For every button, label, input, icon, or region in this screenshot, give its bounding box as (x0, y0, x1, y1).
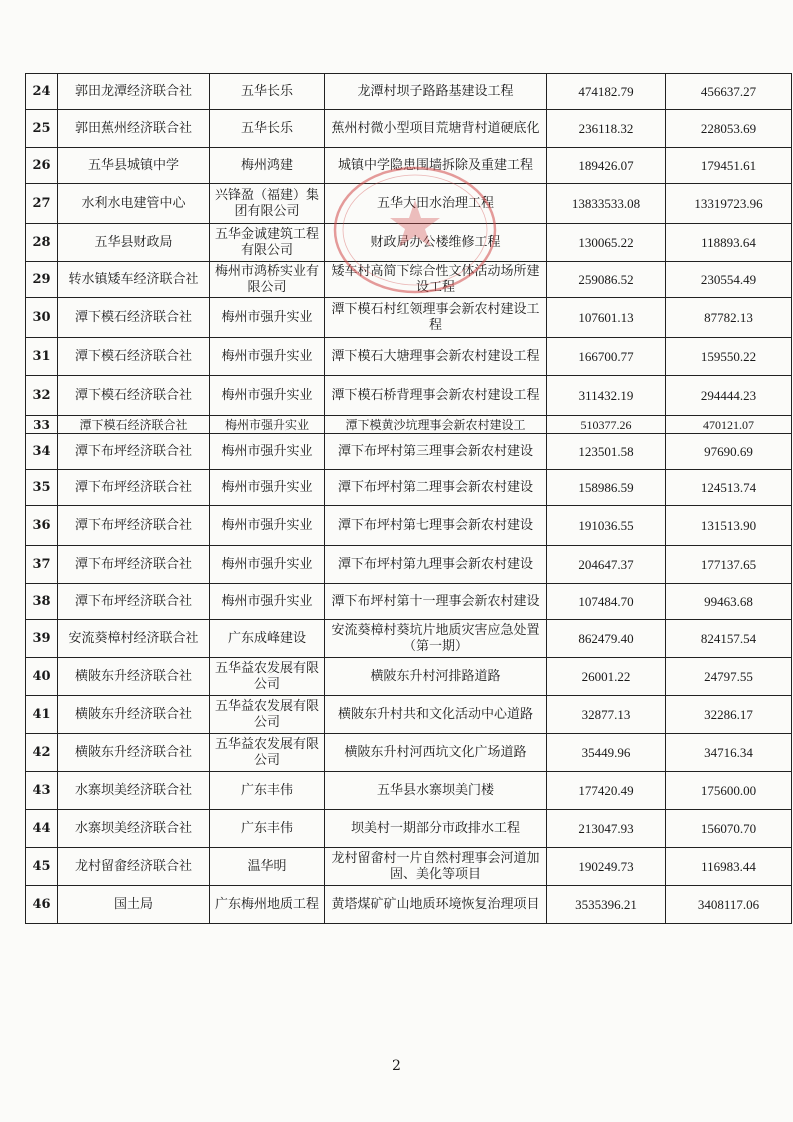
contractor-cell: 梅州市强升实业 (210, 298, 325, 338)
table-row (26, 416, 792, 434)
amount1-cell: 123501.58 (547, 434, 666, 470)
table-row (26, 434, 792, 470)
amount1-cell: 862479.40 (547, 620, 666, 658)
row-number: 46 (26, 886, 58, 924)
amount2-cell: 99463.68 (666, 584, 792, 620)
project-cell: 潭下模石桥背理事会新农村建设工程 (325, 376, 547, 416)
amount2-cell: 177137.65 (666, 546, 792, 584)
unit-cell: 潭下布坪经济联合社 (58, 434, 210, 470)
table-row (26, 546, 792, 584)
row-number: 38 (26, 584, 58, 620)
project-cell: 安流葵樟村葵坑片地质灾害应急处置（第一期） (325, 620, 547, 658)
amount2-cell: 24797.55 (666, 658, 792, 696)
table-row (26, 262, 792, 298)
row-number: 32 (26, 376, 58, 416)
table-row (26, 74, 792, 110)
contractor-cell: 广东丰伟 (210, 772, 325, 810)
amount1-cell: 107484.70 (547, 584, 666, 620)
project-cell: 横陂东升村河排路道路 (325, 658, 547, 696)
unit-cell: 潭下布坪经济联合社 (58, 584, 210, 620)
contractor-cell: 梅州市鸿桥实业有限公司 (210, 262, 325, 298)
unit-cell: 水寨坝美经济联合社 (58, 772, 210, 810)
amount2-cell: 131513.90 (666, 506, 792, 546)
table-row (26, 848, 792, 886)
contractor-cell: 梅州市强升实业 (210, 338, 325, 376)
amount2-cell: 124513.74 (666, 470, 792, 506)
contractor-cell: 梅州市强升实业 (210, 546, 325, 584)
row-number: 37 (26, 546, 58, 584)
amount2-cell: 156070.70 (666, 810, 792, 848)
amount1-cell: 166700.77 (547, 338, 666, 376)
project-table (25, 73, 792, 924)
amount1-cell: 26001.22 (547, 658, 666, 696)
project-cell: 五华大田水治理工程 (325, 184, 547, 224)
project-cell: 坝美村一期部分市政排水工程 (325, 810, 547, 848)
amount2-cell: 159550.22 (666, 338, 792, 376)
table-row (26, 110, 792, 148)
unit-cell: 五华县财政局 (58, 224, 210, 262)
table-row (26, 376, 792, 416)
contractor-cell: 五华长乐 (210, 110, 325, 148)
project-cell: 潭下模黄沙坑理事会新农村建设工 (325, 416, 547, 434)
project-cell: 黄塔煤矿矿山地质环境恢复治理项目 (325, 886, 547, 924)
unit-cell: 国土局 (58, 886, 210, 924)
project-cell: 潭下模石村红领理事会新农村建设工程 (325, 298, 547, 338)
unit-cell: 水寨坝美经济联合社 (58, 810, 210, 848)
amount2-cell: 824157.54 (666, 620, 792, 658)
row-number: 41 (26, 696, 58, 734)
row-number: 34 (26, 434, 58, 470)
project-cell: 潭下模石大塘理事会新农村建设工程 (325, 338, 547, 376)
row-number: 42 (26, 734, 58, 772)
row-number: 40 (26, 658, 58, 696)
amount1-cell: 191036.55 (547, 506, 666, 546)
amount1-cell: 13833533.08 (547, 184, 666, 224)
table-body (26, 74, 792, 924)
amount2-cell: 116983.44 (666, 848, 792, 886)
amount2-cell: 179451.61 (666, 148, 792, 184)
contractor-cell: 五华金诚建筑工程有限公司 (210, 224, 325, 262)
contractor-cell: 广东梅州地质工程 (210, 886, 325, 924)
amount1-cell: 204647.37 (547, 546, 666, 584)
row-number: 26 (26, 148, 58, 184)
unit-cell: 潭下模石经济联合社 (58, 416, 210, 434)
row-number: 33 (26, 416, 58, 434)
row-number: 35 (26, 470, 58, 506)
row-number: 29 (26, 262, 58, 298)
page-number: 2 (392, 1058, 401, 1074)
amount1-cell: 190249.73 (547, 848, 666, 886)
project-cell: 横陂东升村共和文化活动中心道路 (325, 696, 547, 734)
unit-cell: 潭下布坪经济联合社 (58, 506, 210, 546)
project-cell: 财政局办公楼维修工程 (325, 224, 547, 262)
row-number: 25 (26, 110, 58, 148)
contractor-cell: 广东丰伟 (210, 810, 325, 848)
project-cell: 龙村留畲村一片自然村理事会河道加固、美化等项目 (325, 848, 547, 886)
amount2-cell: 175600.00 (666, 772, 792, 810)
table-row (26, 886, 792, 924)
amount1-cell: 130065.22 (547, 224, 666, 262)
amount1-cell: 510377.26 (547, 416, 666, 434)
unit-cell: 横陂东升经济联合社 (58, 696, 210, 734)
contractor-cell: 五华益农发展有限公司 (210, 658, 325, 696)
project-cell: 横陂东升村河西坑文化广场道路 (325, 734, 547, 772)
amount2-cell: 456637.27 (666, 74, 792, 110)
amount2-cell: 34716.34 (666, 734, 792, 772)
contractor-cell: 温华明 (210, 848, 325, 886)
contractor-cell: 梅州市强升实业 (210, 376, 325, 416)
project-cell: 潭下布坪村第七理事会新农村建设 (325, 506, 547, 546)
table-row (26, 148, 792, 184)
amount1-cell: 35449.96 (547, 734, 666, 772)
contractor-cell: 梅州市强升实业 (210, 470, 325, 506)
contractor-cell: 五华益农发展有限公司 (210, 696, 325, 734)
project-cell: 潭下布坪村第九理事会新农村建设 (325, 546, 547, 584)
table-row (26, 620, 792, 658)
project-cell: 五华县水寨坝美门楼 (325, 772, 547, 810)
amount2-cell: 32286.17 (666, 696, 792, 734)
amount2-cell: 118893.64 (666, 224, 792, 262)
project-cell: 潭下布坪村第三理事会新农村建设 (325, 434, 547, 470)
unit-cell: 潭下布坪经济联合社 (58, 546, 210, 584)
project-cell: 矮车村高简下综合性文体活动场所建设工程 (325, 262, 547, 298)
contractor-cell: 五华长乐 (210, 74, 325, 110)
amount1-cell: 107601.13 (547, 298, 666, 338)
table-row (26, 470, 792, 506)
table-row (26, 298, 792, 338)
unit-cell: 龙村留畲经济联合社 (58, 848, 210, 886)
contractor-cell: 五华益农发展有限公司 (210, 734, 325, 772)
project-cell: 城镇中学隐患围墙拆除及重建工程 (325, 148, 547, 184)
unit-cell: 郭田蕉州经济联合社 (58, 110, 210, 148)
table-row (26, 696, 792, 734)
amount2-cell: 294444.23 (666, 376, 792, 416)
amount1-cell: 189426.07 (547, 148, 666, 184)
amount2-cell: 97690.69 (666, 434, 792, 470)
contractor-cell: 梅州鸿建 (210, 148, 325, 184)
project-cell: 潭下布坪村第十一理事会新农村建设 (325, 584, 547, 620)
unit-cell: 横陂东升经济联合社 (58, 734, 210, 772)
row-number: 45 (26, 848, 58, 886)
table-row (26, 184, 792, 224)
unit-cell: 横陂东升经济联合社 (58, 658, 210, 696)
amount1-cell: 158986.59 (547, 470, 666, 506)
unit-cell: 郭田龙潭经济联合社 (58, 74, 210, 110)
amount1-cell: 474182.79 (547, 74, 666, 110)
unit-cell: 潭下布坪经济联合社 (58, 470, 210, 506)
amount1-cell: 32877.13 (547, 696, 666, 734)
row-number: 39 (26, 620, 58, 658)
row-number: 24 (26, 74, 58, 110)
unit-cell: 五华县城镇中学 (58, 148, 210, 184)
amount1-cell: 236118.32 (547, 110, 666, 148)
amount1-cell: 3535396.21 (547, 886, 666, 924)
table-row (26, 224, 792, 262)
amount1-cell: 213047.93 (547, 810, 666, 848)
amount2-cell: 470121.07 (666, 416, 792, 434)
amount2-cell: 228053.69 (666, 110, 792, 148)
amount1-cell: 259086.52 (547, 262, 666, 298)
contractor-cell: 梅州市强升实业 (210, 506, 325, 546)
unit-cell: 潭下模石经济联合社 (58, 376, 210, 416)
row-number: 28 (26, 224, 58, 262)
table-row (26, 810, 792, 848)
project-cell: 蕉州村微小型项目荒塘背村道硬底化 (325, 110, 547, 148)
contractor-cell: 兴锋盈（福建）集团有限公司 (210, 184, 325, 224)
amount1-cell: 177420.49 (547, 772, 666, 810)
row-number: 27 (26, 184, 58, 224)
unit-cell: 安流葵樟村经济联合社 (58, 620, 210, 658)
project-cell: 龙潭村坝子路路基建设工程 (325, 74, 547, 110)
unit-cell: 转水镇矮车经济联合社 (58, 262, 210, 298)
row-number: 31 (26, 338, 58, 376)
row-number: 30 (26, 298, 58, 338)
table-row (26, 772, 792, 810)
table-row (26, 506, 792, 546)
row-number: 44 (26, 810, 58, 848)
unit-cell: 潭下模石经济联合社 (58, 338, 210, 376)
table-row (26, 658, 792, 696)
contractor-cell: 梅州市强升实业 (210, 434, 325, 470)
amount1-cell: 311432.19 (547, 376, 666, 416)
contractor-cell: 梅州市强升实业 (210, 584, 325, 620)
unit-cell: 潭下模石经济联合社 (58, 298, 210, 338)
amount2-cell: 13319723.96 (666, 184, 792, 224)
row-number: 43 (26, 772, 58, 810)
table-row (26, 584, 792, 620)
contractor-cell: 广东成峰建设 (210, 620, 325, 658)
amount2-cell: 87782.13 (666, 298, 792, 338)
project-cell: 潭下布坪村第二理事会新农村建设 (325, 470, 547, 506)
table-row (26, 734, 792, 772)
table-row (26, 338, 792, 376)
contractor-cell: 梅州市强升实业 (210, 416, 325, 434)
amount2-cell: 230554.49 (666, 262, 792, 298)
unit-cell: 水利水电建管中心 (58, 184, 210, 224)
row-number: 36 (26, 506, 58, 546)
amount2-cell: 3408117.06 (666, 886, 792, 924)
